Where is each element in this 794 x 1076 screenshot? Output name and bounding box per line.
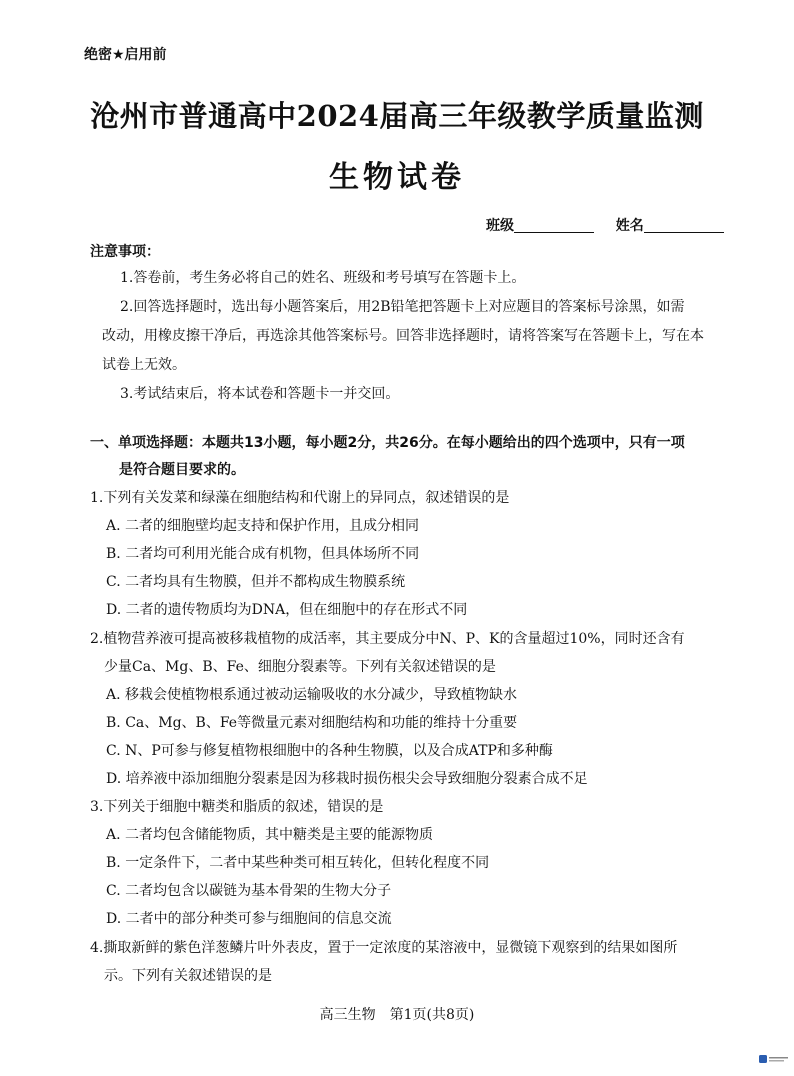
question-1-option-c: C. 二者均具有生物膜，但并不都构成生物膜系统 [106,574,406,590]
class-label: 班级 [486,218,514,234]
question-4-stem-line-2: 示。下列有关叙述错误的是 [104,968,272,984]
notice-item-2-line-2: 改动，用橡皮擦干净后，再选涂其他答案标号。回答非选择题时，请将答案写在答题卡上，写在本 [102,328,704,344]
watermark-logo-icon [759,1054,789,1064]
question-2-stem-line-1: 2.植物营养液可提高被移栽植物的成活率，其主要成分中N、P、K的含量超过10%，同时还含有 [90,631,685,647]
section-heading-line-2: 是符合题目要求的。 [119,462,245,478]
question-3-option-a: A. 二者均包含储能物质，其中糖类是主要的能源物质 [106,827,434,843]
page-footer: 高三生物 第1页(共8页) [319,1007,475,1023]
question-1-option-b: B. 二者均可利用光能合成有机物，但具体场所不同 [106,546,420,562]
notice-item-2-line-1: 2.回答选择题时，选出每小题答案后，用2B铅笔把答题卡上对应题目的答案标号涂黑，如需 [120,299,685,315]
notice-item-3: 3.考试结束后，将本试卷和答题卡一并交回。 [120,386,400,402]
exam-title: 沧州市普通高中2024届高三年级教学质量监测 [90,99,704,133]
question-2-option-a: A. 移栽会使植物根系通过被动运输吸收的水分减少，导致植物缺水 [106,687,518,703]
question-3-option-c: C. 二者均包含以碳链为基本骨架的生物大分子 [106,883,392,899]
notice-item-1: 1.答卷前，考生务必将自己的姓名、班级和考号填写在答题卡上。 [120,270,526,286]
question-1-option-d: D. 二者的遗传物质均为DNA，但在细胞中的存在形式不同 [106,602,468,618]
section-heading-line-1: 一、单项选择题：本题共13小题，每小题2分，共26分。在每小题给出的四个选项中，只有一项 [90,435,685,451]
notice-heading: 注意事项： [90,244,160,260]
question-3-option-b: B. 一定条件下，二者中某些种类可相互转化，但转化程度不同 [106,855,490,871]
question-2-stem-line-2: 少量Ca、Mg、B、Fe、细胞分裂素等。下列有关叙述错误的是 [104,659,496,675]
question-2-option-d: D. 培养液中添加细胞分裂素是因为移栽时损伤根尖会导致细胞分裂素合成不足 [106,771,588,787]
class-name-fields [486,215,724,235]
question-3-stem: 3.下列关于细胞中糖类和脂质的叙述，错误的是 [90,799,384,815]
confidential-label: 绝密★启用前 [84,47,167,63]
question-1-stem: 1.下列有关发菜和绿藻在细胞结构和代谢上的异同点，叙述错误的是 [90,490,510,506]
class-blank [514,218,594,233]
subject-title: 生物试卷 [329,160,465,195]
question-1-option-a: A. 二者的细胞壁均起支持和保护作用，且成分相同 [106,518,420,534]
name-label: 姓名 [615,218,644,234]
question-2-option-c: C. N、P可参与修复植物根细胞中的各种生物膜，以及合成ATP和多种酶 [106,743,553,759]
name-blank [644,218,724,233]
question-3-option-d: D. 二者中的部分种类可参与细胞间的信息交流 [106,911,392,927]
notice-item-2-line-3: 试卷上无效。 [102,357,186,373]
question-2-option-b: B. Ca、Mg、B、Fe等微量元素对细胞结构和功能的维持十分重要 [106,715,518,731]
question-4-stem-line-1: 4.撕取新鲜的紫色洋葱鳞片叶外表皮，置于一定浓度的某溶液中，显微镜下观察到的结果如图所 [90,940,678,956]
